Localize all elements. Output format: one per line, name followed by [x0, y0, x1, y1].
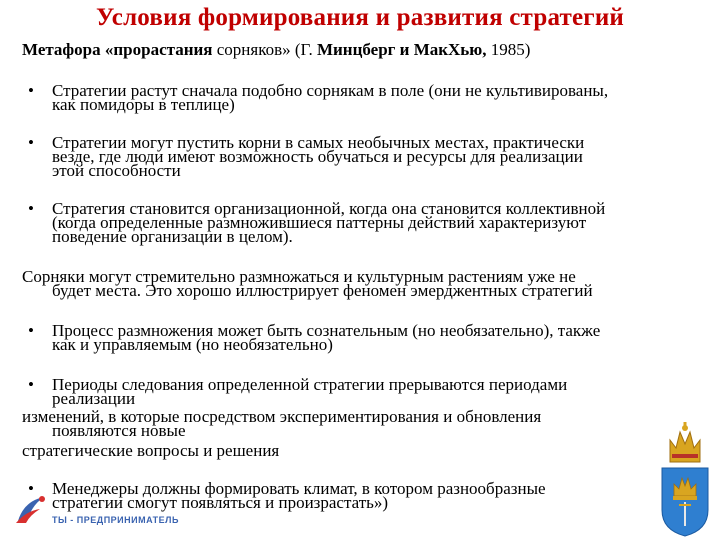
paragraph-6-line-5: стратегические вопросы и решения: [22, 441, 280, 460]
paragraph-4-line-2: будет места. Это хорошо иллюстрирует феномен эмерджентных стратегий: [52, 281, 593, 300]
paragraph-6-line-3: изменений, в которые посредством экспериментирования и обновления: [22, 407, 542, 426]
bullet-3: •: [28, 199, 34, 218]
paragraph-6-line-1: Периоды следования определенной стратегии прерываются периодами: [52, 375, 568, 394]
paragraph-4-line-1: Сорняки могут стремительно размножаться и культурным растениям уже не: [22, 267, 576, 286]
paragraph-7-line-1: Менеджеры должны формировать климат, в котором разнообразные: [52, 479, 546, 498]
slide-title: Условия формирования и развития стратегий: [95, 4, 625, 31]
subtitle-plain-1: сорняков» (Г.: [212, 40, 317, 59]
paragraph-2-line-1: Стратегии могут пустить корни в самых необычных местах, практически: [52, 133, 585, 152]
paragraph-3-line-1: Стратегия становится организационной, когда она становится коллективной: [52, 199, 606, 218]
slide-subtitle: [22, 40, 530, 60]
paragraph-6-head: [52, 375, 568, 408]
bullet-2: •: [28, 133, 34, 152]
paragraph-1-line-1: Стратегии растут сначала подобно сорнякам в поле (они не культивированы,: [52, 81, 609, 100]
paragraph-6-tail: [22, 407, 542, 460]
bullet-6: •: [28, 375, 34, 394]
paragraph-6-line-4: появляются новые: [52, 421, 186, 440]
subtitle-plain-2: 1985): [486, 40, 531, 59]
brand-logo-mark: [14, 495, 48, 525]
subtitle-bold-1: Метафора «прорастания: [22, 40, 213, 59]
bullet-7: •: [28, 479, 34, 498]
brand-logo-text: ТЫ - ПРЕДПРИНИМАТЕЛЬ: [52, 515, 179, 525]
paragraph-1: [52, 81, 609, 114]
paragraph-3: [52, 199, 606, 246]
paragraph-3-line-2: (когда определенные размножившиеся паттерны действий характеризуют: [52, 213, 587, 232]
bullet-5: •: [28, 321, 34, 340]
paragraph-6-line-2: реализации: [52, 389, 136, 408]
paragraph-3-line-3: поведение организации в целом).: [52, 227, 293, 246]
paragraph-2-line-2: везде, где люди имеют возможность обучаться и ресурсы для реализации: [52, 147, 583, 166]
paragraph-5-line-2: как и управляемым (но необязательно): [52, 335, 333, 354]
paragraph-1-line-2: как помидоры в теплице): [52, 95, 235, 114]
brand-logo: [14, 493, 179, 533]
paragraph-2: [52, 133, 585, 180]
paragraph-5: [52, 321, 601, 354]
coat-of-arms-icon: [654, 418, 716, 540]
paragraph-4: [22, 267, 593, 300]
bullet-1: •: [28, 81, 34, 100]
paragraph-7-line-2: стратегии смогут появляться и произрастать»): [52, 493, 389, 512]
paragraph-5-line-1: Процесс размножения может быть сознательным (но необязательно), также: [52, 321, 601, 340]
paragraph-2-line-3: этой способности: [52, 161, 181, 180]
subtitle-bold-2: Минцберг и МакХью,: [316, 40, 487, 59]
